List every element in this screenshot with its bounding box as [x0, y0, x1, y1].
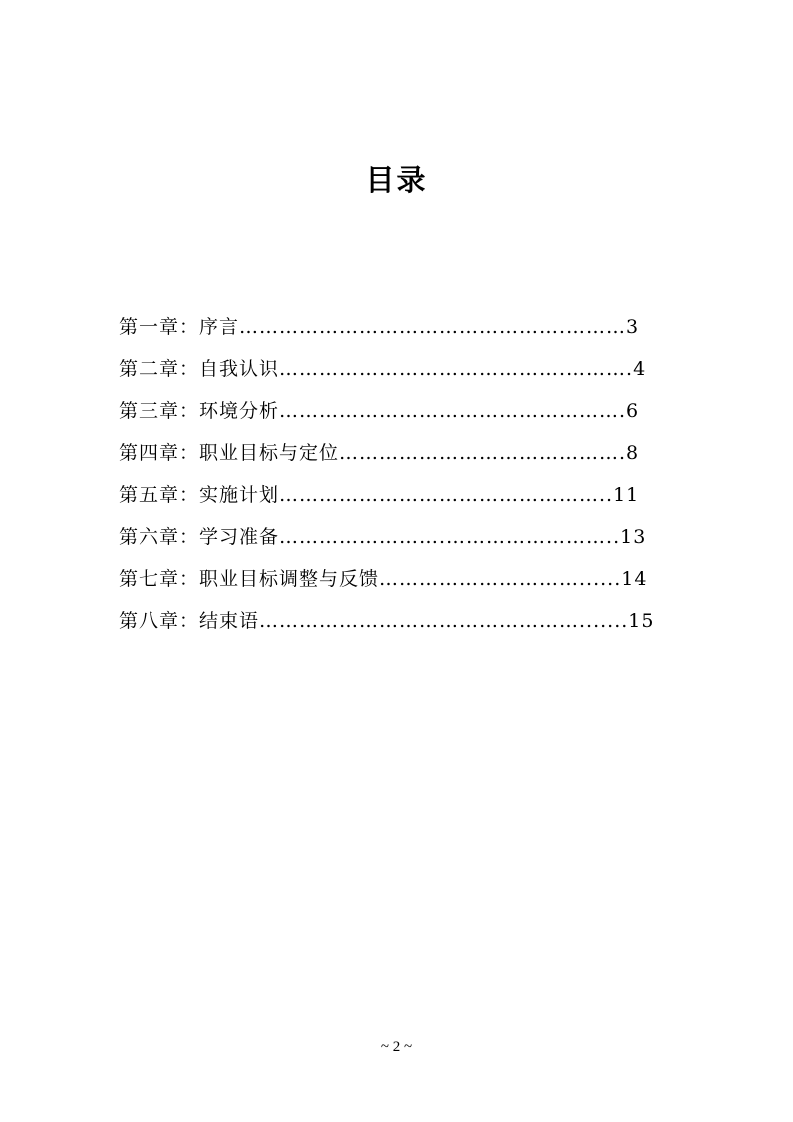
toc-entry-text: 第八章：结束语………………………………………….......15 — [119, 610, 655, 632]
toc-entry-chapter-5 — [119, 474, 671, 516]
toc-entry-chapter-2 — [119, 348, 671, 390]
toc-title: 目录 — [365, 163, 428, 197]
toc-entry-chapter-1 — [119, 306, 671, 348]
toc-entry-chapter-8 — [119, 600, 671, 642]
toc-entry-text: 第五章：实施计划…………………………………………..11 — [119, 484, 640, 506]
toc-entry-chapter-4 — [119, 432, 671, 474]
toc-entry-text: 第七章：职业目标调整与反馈…………………………......14 — [119, 568, 648, 590]
toc-entry-text: 第四章：职业目标与定位…………………………………….8 — [119, 442, 640, 464]
toc-entry-chapter-3 — [119, 390, 671, 432]
toc-entry-text: 第一章：序言………………………………………….………3 — [119, 316, 640, 338]
toc-entry-text: 第三章：环境分析…………………………………………….6 — [119, 400, 640, 422]
toc-entry-chapter-6 — [119, 516, 671, 558]
page-number: ~ 2 ~ — [380, 1039, 413, 1055]
toc-entry-text: 第二章：自我认识…………………………………….……….4 — [119, 358, 647, 380]
table-of-contents — [119, 306, 671, 642]
toc-entry-chapter-7 — [119, 558, 671, 600]
toc-entry-text: 第六章：学习准备…………………….……………………..13 — [119, 526, 647, 548]
